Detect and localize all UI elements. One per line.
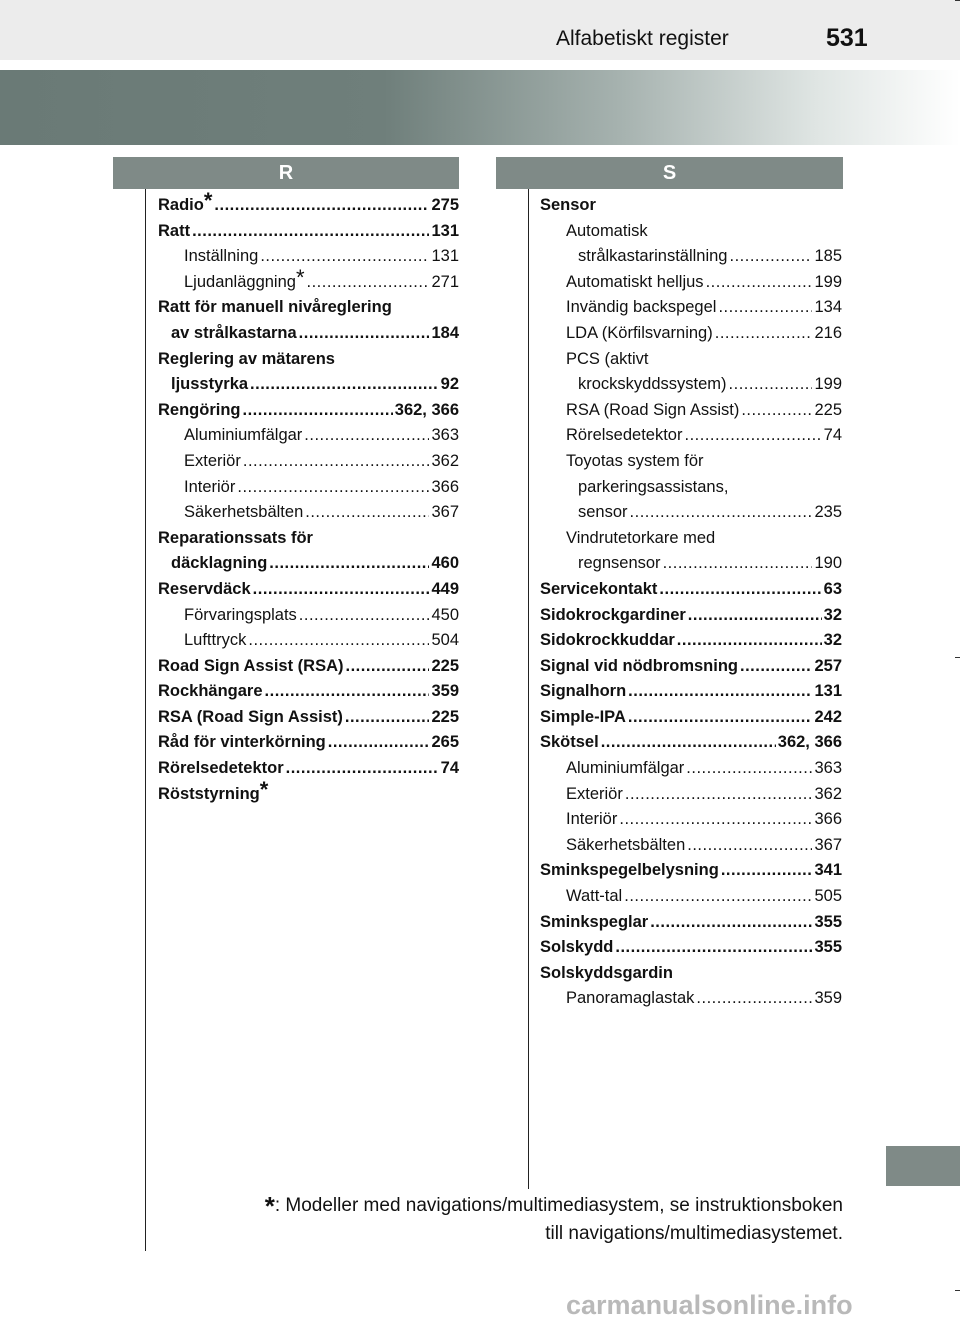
entry-text: Sidokrockkuddar (540, 631, 675, 650)
dot-leader (624, 884, 812, 910)
r-index-entry (158, 551, 459, 577)
footnote-marker: * (203, 188, 213, 213)
entry-page-number: 63 (823, 579, 842, 598)
dot-leader (718, 295, 812, 321)
footnote-line-2: till navigations/multimediasystemet. (545, 1223, 843, 1244)
entry-text: strålkastarinställning (578, 247, 728, 266)
entry-text: Inställning (184, 247, 259, 266)
entry-label (158, 295, 392, 321)
entry-page-number: 265 (431, 733, 459, 752)
entry-text: Reparationssats för (158, 528, 313, 547)
entry-page-number: 199 (814, 272, 842, 291)
r-index-entry (158, 705, 459, 731)
footnote-marker: * (295, 264, 305, 290)
entry-label (566, 398, 739, 424)
dot-leader (619, 807, 812, 833)
watermark: carmanualsonline.info (566, 1290, 853, 1320)
entry-label (540, 679, 626, 705)
entry-page-number: 216 (814, 323, 842, 342)
s-index-entry (540, 654, 842, 680)
index-column-s (540, 193, 842, 1012)
s-index-entry (540, 730, 842, 756)
entry-text: Skötsel (540, 733, 599, 752)
entry-text: Lufttryck (184, 631, 247, 650)
r-index-entry (158, 475, 459, 501)
entry-label (566, 782, 623, 808)
r-index-entry (158, 188, 459, 219)
s-index-entry (540, 475, 842, 501)
entry-page-number: 367 (431, 503, 459, 522)
dot-leader (625, 782, 813, 808)
entry-text: krockskyddssystem) (578, 375, 727, 394)
side-tab (886, 1146, 960, 1186)
entry-page-number: 449 (431, 579, 459, 598)
dot-leader (253, 577, 430, 603)
entry-page-number: 185 (814, 247, 842, 266)
entry-label (171, 551, 267, 577)
s-index-entry (540, 500, 842, 526)
footnote-marker: * (259, 776, 269, 802)
s-index-entry (540, 526, 842, 552)
entry-label (158, 705, 343, 731)
entry-label (540, 654, 738, 680)
entry-page-number: 184 (431, 323, 459, 342)
s-index-entry (540, 347, 842, 373)
entry-text: Rockhängare (158, 682, 263, 701)
s-index-entry (540, 807, 842, 833)
entry-text: Röststyrning (158, 784, 260, 803)
entry-text: Automatisk (566, 221, 648, 240)
r-index-entry (158, 449, 459, 475)
dot-leader (345, 705, 430, 731)
entry-label (566, 807, 617, 833)
dot-leader (729, 372, 813, 398)
entry-label (158, 188, 213, 219)
s-index-entry (540, 858, 842, 884)
entry-page-number: 504 (431, 631, 459, 650)
dot-leader (328, 730, 430, 756)
s-index-entry (540, 551, 842, 577)
entry-label (158, 219, 190, 245)
entry-text: Solskyddsgardin (540, 963, 673, 982)
entry-label (540, 961, 673, 987)
dot-leader (265, 679, 430, 705)
entry-text: Reservdäck (158, 579, 251, 598)
entry-page-number: 32 (823, 605, 842, 624)
dot-leader (628, 705, 813, 731)
dot-leader (721, 858, 813, 884)
s-index-entry (540, 295, 842, 321)
entry-page-number: 505 (814, 887, 842, 906)
dot-leader (304, 423, 429, 449)
entry-text: Rörelsedetektor (158, 759, 284, 778)
entry-page-number: 341 (814, 861, 842, 880)
entry-label (184, 475, 235, 501)
left-divider (145, 189, 146, 1251)
entry-label (158, 526, 313, 552)
dot-leader (299, 603, 430, 629)
entry-text: regnsensor (578, 554, 661, 573)
s-index-entry (540, 910, 842, 936)
entry-page-number: 225 (814, 400, 842, 419)
s-index-entry (540, 756, 842, 782)
r-index-entry (158, 526, 459, 552)
entry-label (540, 858, 719, 884)
dot-leader (628, 679, 812, 705)
entry-label (578, 500, 628, 526)
entry-label (566, 986, 694, 1012)
entry-page-number: 362 (814, 784, 842, 803)
entry-text: Solskydd (540, 938, 614, 957)
dot-leader (729, 244, 812, 270)
entry-label (540, 193, 596, 219)
entry-text: Exteriör (184, 451, 241, 470)
entry-page-number: 190 (814, 554, 842, 573)
dot-leader (684, 423, 821, 449)
entry-text: Ratt (158, 221, 191, 240)
entry-label (540, 628, 675, 654)
entry-page-number: 242 (814, 707, 842, 726)
entry-label (184, 423, 302, 449)
entry-label (566, 321, 713, 347)
s-index-entry (540, 628, 842, 654)
page-number: 531 (826, 24, 868, 52)
entry-label (184, 264, 305, 296)
entry-text: PCS (aktivt (566, 349, 649, 368)
dot-leader (214, 193, 429, 219)
entry-page-number: 366 (431, 477, 459, 496)
entry-text: Sidokrockgardiner (540, 605, 686, 624)
entry-page-number: 450 (431, 605, 459, 624)
dot-leader (688, 603, 822, 629)
letter-header-s: S (496, 157, 843, 189)
entry-label (578, 244, 727, 270)
entry-text: Interiör (566, 810, 618, 829)
entry-label (566, 219, 648, 245)
s-index-entry (540, 372, 842, 398)
entry-label (540, 603, 686, 629)
dot-leader (715, 321, 813, 347)
s-index-entry (540, 244, 842, 270)
entry-page-number: 74 (440, 759, 459, 778)
entry-page-number: 92 (440, 375, 459, 394)
entry-label (158, 654, 344, 680)
footnote-line-1: : Modeller med navigations/multimediasystem, se instruktionsboken (274, 1195, 843, 1216)
s-index-entry (540, 986, 842, 1012)
r-index-entry (158, 500, 459, 526)
entry-page-number: 225 (431, 707, 459, 726)
entry-text: Ratt för manuell nivåreglering (158, 298, 392, 317)
entry-label (566, 756, 684, 782)
s-index-entry (540, 219, 842, 245)
dot-leader (192, 219, 429, 245)
entry-text: sensor (578, 503, 628, 522)
entry-label (184, 500, 303, 526)
crop-mark (955, 657, 960, 658)
s-index-entry (540, 705, 842, 731)
r-index-entry (158, 321, 459, 347)
entry-text: Invändig backspegel (566, 298, 717, 317)
entry-text: Road Sign Assist (RSA) (158, 656, 344, 675)
s-index-entry (540, 193, 842, 219)
dot-leader (601, 730, 776, 756)
entry-label (171, 321, 297, 347)
dot-leader (741, 398, 812, 424)
entry-page-number: 359 (814, 989, 842, 1008)
entry-page-number: 363 (431, 426, 459, 445)
entry-page-number: 362, 366 (394, 400, 459, 419)
entry-text: Exteriör (566, 784, 623, 803)
crop-mark (955, 0, 960, 1)
entry-page-number: 355 (814, 938, 842, 957)
entry-text: Watt-tal (566, 887, 623, 906)
entry-text: RSA (Road Sign Assist) (158, 707, 343, 726)
entry-text: Sminkspeglar (540, 912, 649, 931)
entry-text: Signalhorn (540, 682, 627, 701)
r-index-entry (158, 654, 459, 680)
entry-label (566, 295, 716, 321)
letter-header-r: R (113, 157, 459, 189)
entry-page-number: 460 (431, 554, 459, 573)
entry-text: Aluminiumfälgar (566, 759, 685, 778)
entry-text: Förvaringsplats (184, 605, 297, 624)
dot-leader (706, 270, 813, 296)
entry-text: Säkerhetsbälten (184, 503, 304, 522)
r-index-entry (158, 603, 459, 629)
entry-label (578, 372, 727, 398)
r-index-entry (158, 372, 459, 398)
s-index-entry (540, 935, 842, 961)
r-index-entry (158, 347, 459, 373)
entry-label (566, 347, 649, 373)
dot-leader (687, 833, 812, 859)
entry-label (566, 526, 715, 552)
entry-page-number: 367 (814, 835, 842, 854)
s-index-entry (540, 884, 842, 910)
dot-leader (237, 475, 429, 501)
dot-leader (615, 935, 812, 961)
entry-label (184, 449, 241, 475)
entry-label (578, 475, 728, 501)
r-index-entry (158, 776, 459, 808)
dot-leader (243, 398, 393, 424)
entry-text: Råd för vinterkörning (158, 733, 326, 752)
entry-text: Säkerhetsbälten (566, 835, 686, 854)
entry-text: Toyotas system för (566, 451, 704, 470)
entry-text: Servicekontakt (540, 579, 658, 598)
s-index-entry (540, 449, 842, 475)
entry-text: däcklagning (171, 554, 268, 573)
entry-text: parkeringsassistans, (578, 477, 729, 496)
entry-label (566, 423, 682, 449)
s-index-entry (540, 577, 842, 603)
entry-text: Simple-IPA (540, 707, 626, 726)
s-index-entry (540, 270, 842, 296)
r-index-entry (158, 244, 459, 270)
entry-label (566, 833, 685, 859)
entry-label (540, 730, 599, 756)
entry-label (540, 577, 657, 603)
dot-leader (269, 551, 429, 577)
entry-text: Reglering av mätarens (158, 349, 335, 368)
crop-mark (955, 1290, 960, 1291)
entry-label (540, 935, 613, 961)
s-index-entry (540, 961, 842, 987)
entry-page-number: 359 (431, 682, 459, 701)
entry-text: Panoramaglastak (566, 989, 695, 1008)
entry-page-number: 257 (814, 656, 842, 675)
r-index-entry (158, 398, 459, 424)
dot-leader (286, 756, 439, 782)
entry-text: Sminkspegelbelysning (540, 861, 719, 880)
s-index-entry (540, 603, 842, 629)
entry-label (566, 884, 622, 910)
entry-label (540, 910, 648, 936)
dot-leader (686, 756, 812, 782)
header-banner (0, 70, 960, 145)
entry-text: Radio (158, 196, 204, 214)
entry-page-number: 363 (814, 759, 842, 778)
entry-label (184, 603, 297, 629)
entry-text: RSA (Road Sign Assist) (566, 400, 740, 419)
entry-page-number: 131 (431, 221, 459, 240)
entry-text: Aluminiumfälgar (184, 426, 303, 445)
section-title: Alfabetiskt register (556, 27, 729, 50)
r-index-entry (158, 577, 459, 603)
entry-label (578, 551, 661, 577)
entry-text: Vindrutetorkare med (566, 528, 716, 547)
entry-text: av strålkastarna (171, 323, 297, 342)
s-index-entry (540, 782, 842, 808)
entry-page-number: 271 (431, 272, 459, 291)
r-index-entry (158, 730, 459, 756)
dot-leader (650, 910, 812, 936)
entry-page-number: 225 (431, 656, 459, 675)
entry-page-number: 74 (823, 426, 842, 445)
s-index-entry (540, 833, 842, 859)
top-bar (0, 0, 960, 60)
entry-page-number: 355 (814, 912, 842, 931)
entry-page-number: 275 (431, 196, 459, 214)
entry-text: Rengöring (158, 400, 241, 419)
entry-text: LDA (Körfilsvarning) (566, 323, 713, 342)
r-index-entry (158, 679, 459, 705)
r-index-entry (158, 295, 459, 321)
center-divider (528, 189, 529, 1189)
s-index-entry (540, 679, 842, 705)
footnote-star: * (264, 1191, 275, 1221)
dot-leader (243, 449, 430, 475)
dot-leader (305, 500, 429, 526)
s-index-entry (540, 398, 842, 424)
dot-leader (659, 577, 821, 603)
entry-label (184, 628, 246, 654)
entry-text: Rörelsedetektor (566, 426, 683, 445)
dot-leader (663, 551, 813, 577)
entry-text: Signal vid nödbromsning (540, 656, 738, 675)
entry-label (158, 730, 326, 756)
dot-leader (250, 372, 439, 398)
dot-leader (677, 628, 822, 654)
entry-label (158, 577, 251, 603)
entry-page-number: 362 (431, 451, 459, 470)
s-index-entry (540, 321, 842, 347)
dot-leader (248, 628, 429, 654)
r-index-entry (158, 423, 459, 449)
r-index-entry (158, 756, 459, 782)
entry-label (540, 705, 626, 731)
entry-text: ljusstyrka (171, 375, 249, 394)
entry-page-number: 235 (814, 503, 842, 522)
entry-page-number: 362, 366 (777, 733, 842, 752)
entry-text: Ljudanläggning (184, 272, 296, 291)
entry-page-number: 199 (814, 375, 842, 394)
dot-leader (346, 654, 430, 680)
dot-leader (307, 270, 430, 296)
dot-leader (696, 986, 812, 1012)
r-index-entry (158, 628, 459, 654)
dot-leader (260, 244, 429, 270)
entry-label (171, 372, 248, 398)
entry-page-number: 32 (823, 631, 842, 650)
entry-text: Interiör (184, 477, 236, 496)
entry-label (566, 270, 704, 296)
s-index-entry (540, 423, 842, 449)
entry-label (158, 776, 269, 808)
entry-page-number: 366 (814, 810, 842, 829)
entry-label (158, 347, 335, 373)
entry-page-number: 134 (814, 298, 842, 317)
entry-label (566, 449, 704, 475)
entry-text: Automatiskt helljus (566, 272, 704, 291)
r-index-entry (158, 219, 459, 245)
entry-text: Sensor (540, 196, 596, 214)
footnote (150, 1192, 843, 1247)
entry-page-number: 131 (814, 682, 842, 701)
index-column-r (158, 188, 459, 807)
entry-label (184, 244, 258, 270)
dot-leader (299, 321, 430, 347)
r-index-entry (158, 264, 459, 296)
entry-label (158, 398, 241, 424)
entry-label (158, 679, 263, 705)
dot-leader (740, 654, 812, 680)
dot-leader (630, 500, 813, 526)
entry-page-number: 131 (431, 247, 459, 266)
